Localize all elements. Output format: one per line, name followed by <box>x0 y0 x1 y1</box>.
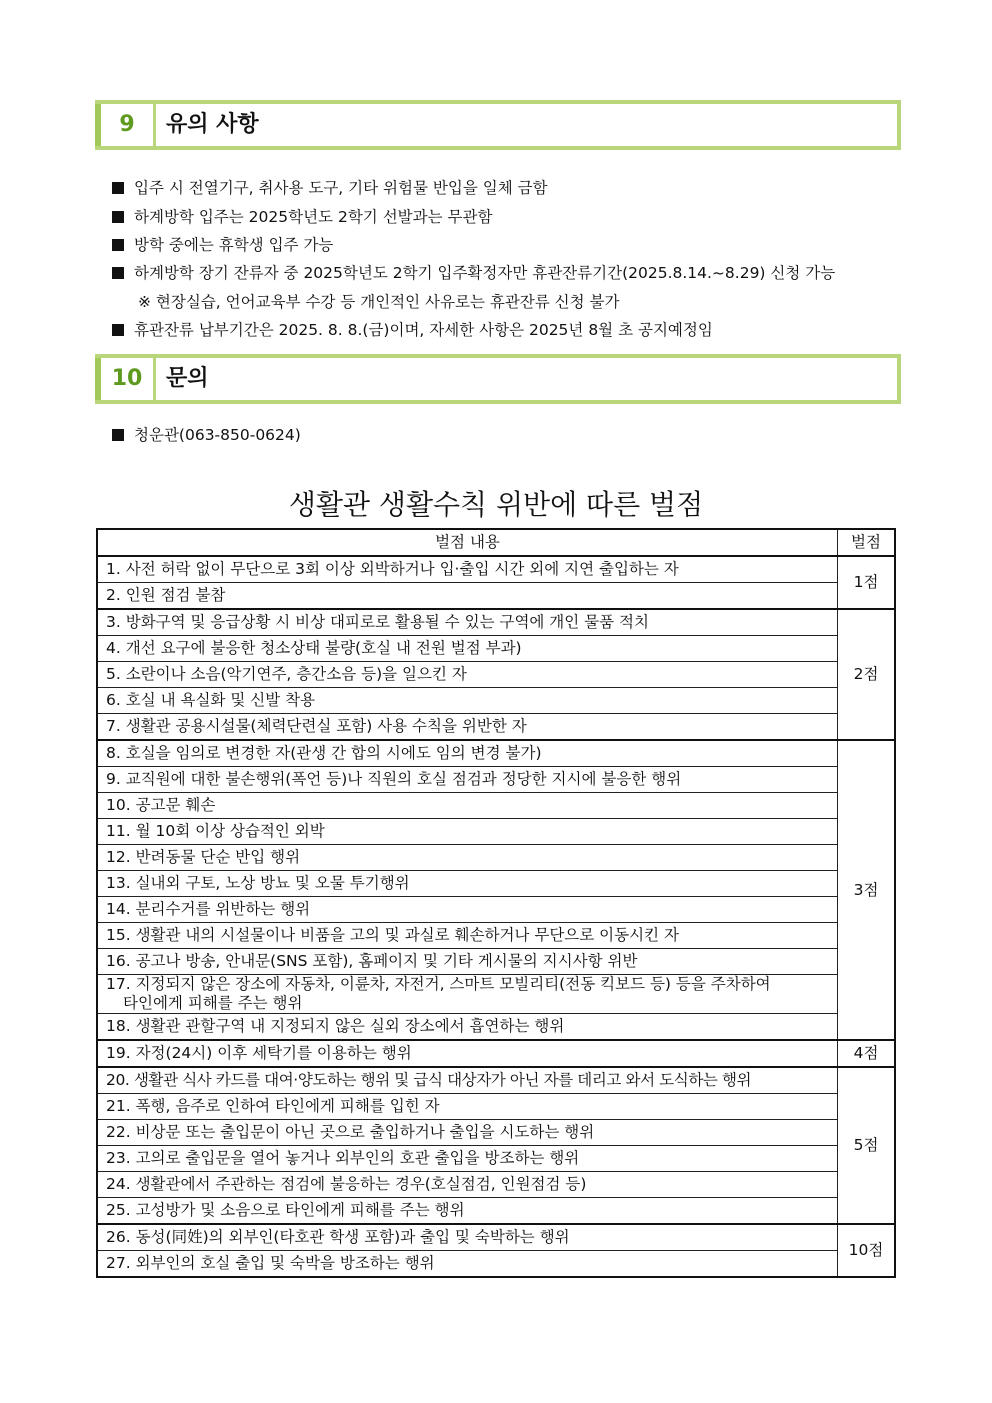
penalty-item: 27. 외부인의 호실 출입 및 숙박을 방조하는 행위 <box>97 1251 838 1278</box>
penalty-item: 7. 생활관 공용시설물(체력단련실 포함) 사용 수칙을 위반한 자 <box>97 714 838 741</box>
penalty-title: 생활관 생활수칙 위반에 따른 벌점 <box>288 488 704 521</box>
table-row <box>97 793 895 819</box>
list-item: 하계방학 장기 잔류자 중 2025학년도 2학기 입주확정자만 휴관잔류기간(2025.8.14.~8.29) 신청 가능 <box>112 263 835 283</box>
penalty-item: 23. 고의로 출입문을 열어 놓거나 외부인의 호관 출입을 방조하는 행위 <box>97 1146 838 1172</box>
penalty-group-2 <box>97 609 895 740</box>
penalty-item: 5. 소란이나 소음(악기연주, 층간소음 등)을 일으킨 자 <box>97 662 838 688</box>
penalty-item: 26. 동성(同姓)의 외부인(타호관 학생 포함)과 출입 및 숙박하는 행위 <box>97 1224 838 1251</box>
section-title: 문의 <box>166 366 209 391</box>
table-row <box>97 583 895 610</box>
table-row <box>97 1067 895 1094</box>
penalty-item: 12. 반려동물 단순 반입 행위 <box>97 845 838 871</box>
table-row <box>97 688 895 714</box>
table-row <box>97 556 895 583</box>
penalty-item: 6. 호실 내 욕실화 및 신발 착용 <box>97 688 838 714</box>
penalty-item: 14. 분리수거를 위반하는 행위 <box>97 897 838 923</box>
penalty-group-6 <box>97 1224 895 1277</box>
penalty-group-1 <box>97 556 895 609</box>
penalty-item: 18. 생활관 관할구역 내 지정되지 않은 실외 장소에서 흡연하는 행위 <box>97 1014 838 1041</box>
penalty-score: 3점 <box>838 740 896 1040</box>
penalty-item: 19. 자정(24시) 이후 세탁기를 이용하는 행위 <box>97 1040 838 1067</box>
table-row <box>97 1094 895 1120</box>
penalty-score: 10점 <box>838 1224 896 1277</box>
table-header-row <box>97 529 895 556</box>
penalty-score: 5점 <box>838 1067 896 1224</box>
list-item: 청운관(063-850-0624) <box>112 425 301 445</box>
penalty-item: 8. 호실을 임의로 변경한 자(관생 간 합의 시에도 임의 변경 불가) <box>97 740 838 767</box>
penalty-table <box>96 528 896 1278</box>
header-score: 벌점 <box>838 529 896 556</box>
penalty-item: 21. 폭행, 음주로 인하여 타인에게 피해를 입힌 자 <box>97 1094 838 1120</box>
penalty-item: 22. 비상문 또는 출입문이 아닌 곳으로 출입하거나 출입을 시도하는 행위 <box>97 1120 838 1146</box>
list-item: 하계방학 입주는 2025학년도 2학기 선발과는 무관함 <box>112 207 492 227</box>
table-row <box>97 1224 895 1251</box>
table-row <box>97 662 895 688</box>
penalty-item <box>97 975 838 1014</box>
table-row <box>97 767 895 793</box>
penalty-item: 9. 교직원에 대한 불손행위(폭언 등)나 직원의 호실 점검과 정당한 지시에 불응한 행위 <box>97 767 838 793</box>
penalty-item: 3. 방화구역 및 응급상황 시 비상 대피로로 활용될 수 있는 구역에 개인 물품 적치 <box>97 609 838 636</box>
table-row <box>97 1198 895 1225</box>
table-row <box>97 1251 895 1278</box>
list-item: 방학 중에는 휴학생 입주 가능 <box>112 235 333 255</box>
penalty-item: 16. 공고나 방송, 안내문(SNS 포함), 홈페이지 및 기타 게시물의 지시사항 위반 <box>97 949 838 975</box>
penalty-item: 25. 고성방가 및 소음으로 타인에게 피해를 주는 행위 <box>97 1198 838 1225</box>
table-row <box>97 923 895 949</box>
table-row <box>97 975 895 1014</box>
table-row <box>97 1172 895 1198</box>
penalty-item: 2. 인원 점검 불참 <box>97 583 838 610</box>
table-row <box>97 819 895 845</box>
penalty-item: 4. 개선 요구에 불응한 청소상태 불량(호실 내 전원 벌점 부과) <box>97 636 838 662</box>
penalty-item: 24. 생활관에서 주관하는 점검에 불응하는 경우(호실점검, 인원점검 등) <box>97 1172 838 1198</box>
table-row <box>97 636 895 662</box>
penalty-item: 15. 생활관 내의 시설물이나 비품을 고의 및 과실로 훼손하거나 무단으로 이동시킨 자 <box>97 923 838 949</box>
penalty-item: 20. 생활관 식사 카드를 대여·양도하는 행위 및 급식 대상자가 아닌 자를 데리고 와서 도식하는 행위 <box>97 1067 838 1094</box>
section-9-header <box>95 100 901 150</box>
penalty-item: 13. 실내외 구토, 노상 방뇨 및 오물 투기행위 <box>97 871 838 897</box>
table-row <box>97 845 895 871</box>
table-row <box>97 1146 895 1172</box>
note-text: ※ 현장실습, 언어교육부 수강 등 개인적인 사유로는 휴관잔류 신청 불가 <box>138 293 620 311</box>
section-number: 10 <box>111 366 143 391</box>
table-row <box>97 949 895 975</box>
table-row <box>97 1014 895 1041</box>
penalty-item: 11. 월 10회 이상 상습적인 외박 <box>97 819 838 845</box>
header-content: 벌점 내용 <box>97 529 838 556</box>
section-number: 9 <box>119 112 135 137</box>
penalty-item: 1. 사전 허락 없이 무단으로 3회 이상 외박하거나 입·출입 시간 외에 지연 출입하는 자 <box>97 556 838 583</box>
square-bullet-icon <box>112 429 124 441</box>
penalty-score: 2점 <box>838 609 896 740</box>
table-row <box>97 897 895 923</box>
section-10-header <box>95 354 901 404</box>
square-bullet-icon <box>112 239 124 251</box>
penalty-group-5 <box>97 1067 895 1224</box>
penalty-item: 10. 공고문 훼손 <box>97 793 838 819</box>
penalty-group-3 <box>97 740 895 1040</box>
penalty-group-4 <box>97 1040 895 1067</box>
table-row <box>97 740 895 767</box>
penalty-item-line2: 타인에게 피해를 주는 행위 <box>123 994 303 1012</box>
list-item: 입주 시 전열기구, 취사용 도구, 기타 위험물 반입을 일체 금함 <box>112 178 548 198</box>
table-row <box>97 871 895 897</box>
penalty-score: 1점 <box>838 556 896 609</box>
table-row <box>97 1040 895 1067</box>
list-item: 휴관잔류 납부기간은 2025. 8. 8.(금)이며, 자세한 사항은 2025년 8월 초 공지예정임 <box>112 320 713 340</box>
section-title: 유의 사항 <box>166 112 259 137</box>
penalty-score: 4점 <box>838 1040 896 1067</box>
table-row <box>97 609 895 636</box>
table-row <box>97 714 895 741</box>
square-bullet-icon <box>112 324 124 336</box>
table-row <box>97 1120 895 1146</box>
square-bullet-icon <box>112 267 124 279</box>
square-bullet-icon <box>112 182 124 194</box>
penalty-item-line1: 17. 지정되지 않은 장소에 자동차, 이륜차, 자전거, 스마트 모빌리티(전동 킥보드 등) 등을 주차하여 <box>106 975 771 993</box>
square-bullet-icon <box>112 211 124 223</box>
